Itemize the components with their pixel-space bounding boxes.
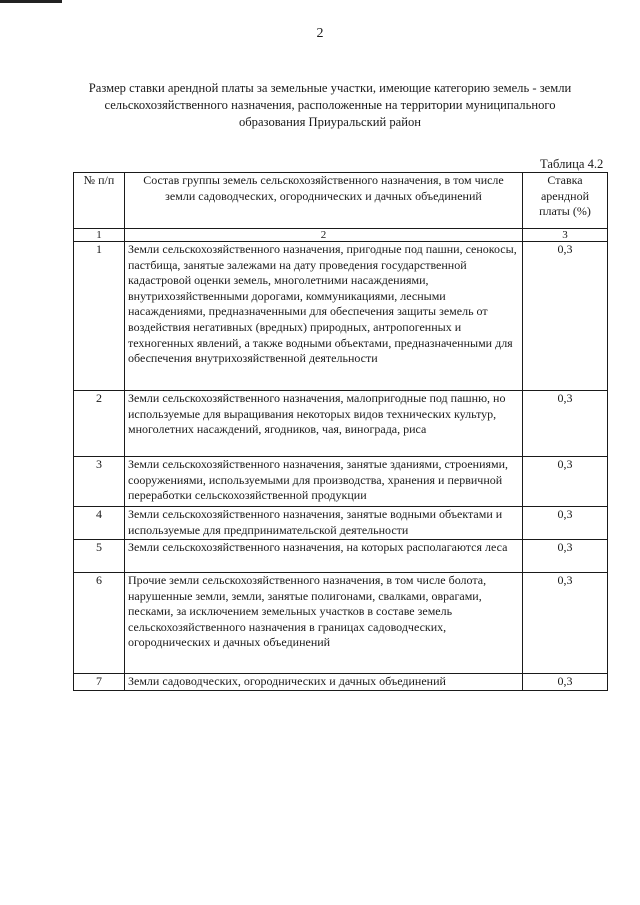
page-number: 2 [316, 26, 324, 41]
row-rate: 0,3 [523, 573, 608, 674]
table-row [74, 573, 608, 674]
row-number: 3 [74, 457, 125, 507]
table-row [74, 540, 608, 573]
row-land-description: Земли сельскохозяйственного назначения, занятые зданиями, строениями, сооружениями, используемыми для производства, хранения и первичной переработки сельскохозяйственной продукции [125, 457, 523, 507]
header-rate: Ставка арендной платы (%) [523, 173, 608, 229]
row-land-description: Земли сельскохозяйственного назначения, малопригодные под пашню, но используемые для выращивания некоторых видов технических культур, многолетних насаждений, ягодников, чая, винограда, риса [125, 391, 523, 457]
header-land-group: Состав группы земель сельскохозяйственного назначения, в том числе земли садоводческих, огороднических и дачных объединений [125, 173, 523, 229]
column-index-2: 2 [125, 229, 523, 242]
table-caption: Таблица 4.2 [540, 157, 604, 171]
table-row [74, 391, 608, 457]
rates-table [73, 172, 608, 691]
row-land-description: Земли сельскохозяйственного назначения, на которых располагаются леса [125, 540, 523, 573]
column-index-1: 1 [74, 229, 125, 242]
table-header-row [74, 173, 608, 229]
row-number: 5 [74, 540, 125, 573]
row-rate: 0,3 [523, 540, 608, 573]
row-rate: 0,3 [523, 507, 608, 540]
table-row [74, 242, 608, 391]
row-land-description: Прочие земли сельскохозяйственного назначения, в том числе болота, нарушенные земли, земли, занятые полигонами, свалками, оврагами, песками, за исключением земельных участков в составе земель сельскохозяйственного назначения в границах садоводческих, огороднических и дачных объединений [125, 573, 523, 674]
row-rate: 0,3 [523, 242, 608, 391]
row-land-description: Земли садоводческих, огороднических и дачных объединений [125, 674, 523, 691]
table-row [74, 507, 608, 540]
row-land-description: Земли сельскохозяйственного назначения, пригодные под пашни, сенокосы, пастбища, занятые залежами на дату проведения государственной кадастровой оценки земель, многолетними насаждениями, внутрихозяйственными дорогами, коммуникациями, лесными насаждениями, предназначенными для обеспечения защиты земель от воздействия негативных (вредных) природных, антропогенных и техногенных явлений, а также водными объектами, предназначенными для обеспечения внутрихозяйственной деятельности [125, 242, 523, 391]
document-title: Размер ставки арендной платы за земельные участки, имеющие категорию земель - земли сельскохозяйственного назначения, расположенные на территории муниципального образования Приуральский район [88, 81, 572, 129]
row-number: 7 [74, 674, 125, 691]
row-number: 2 [74, 391, 125, 457]
row-rate: 0,3 [523, 457, 608, 507]
row-number: 4 [74, 507, 125, 540]
header-number: № п/п [74, 173, 125, 229]
row-number: 1 [74, 242, 125, 391]
row-number: 6 [74, 573, 125, 674]
row-rate: 0,3 [523, 674, 608, 691]
scan-edge-mark [0, 0, 62, 3]
row-land-description: Земли сельскохозяйственного назначения, занятые водными объектами и используемые для предпринимательской деятельности [125, 507, 523, 540]
column-index-3: 3 [523, 229, 608, 242]
table-row [74, 674, 608, 691]
table-row [74, 457, 608, 507]
column-index-row [74, 229, 608, 242]
row-rate: 0,3 [523, 391, 608, 457]
